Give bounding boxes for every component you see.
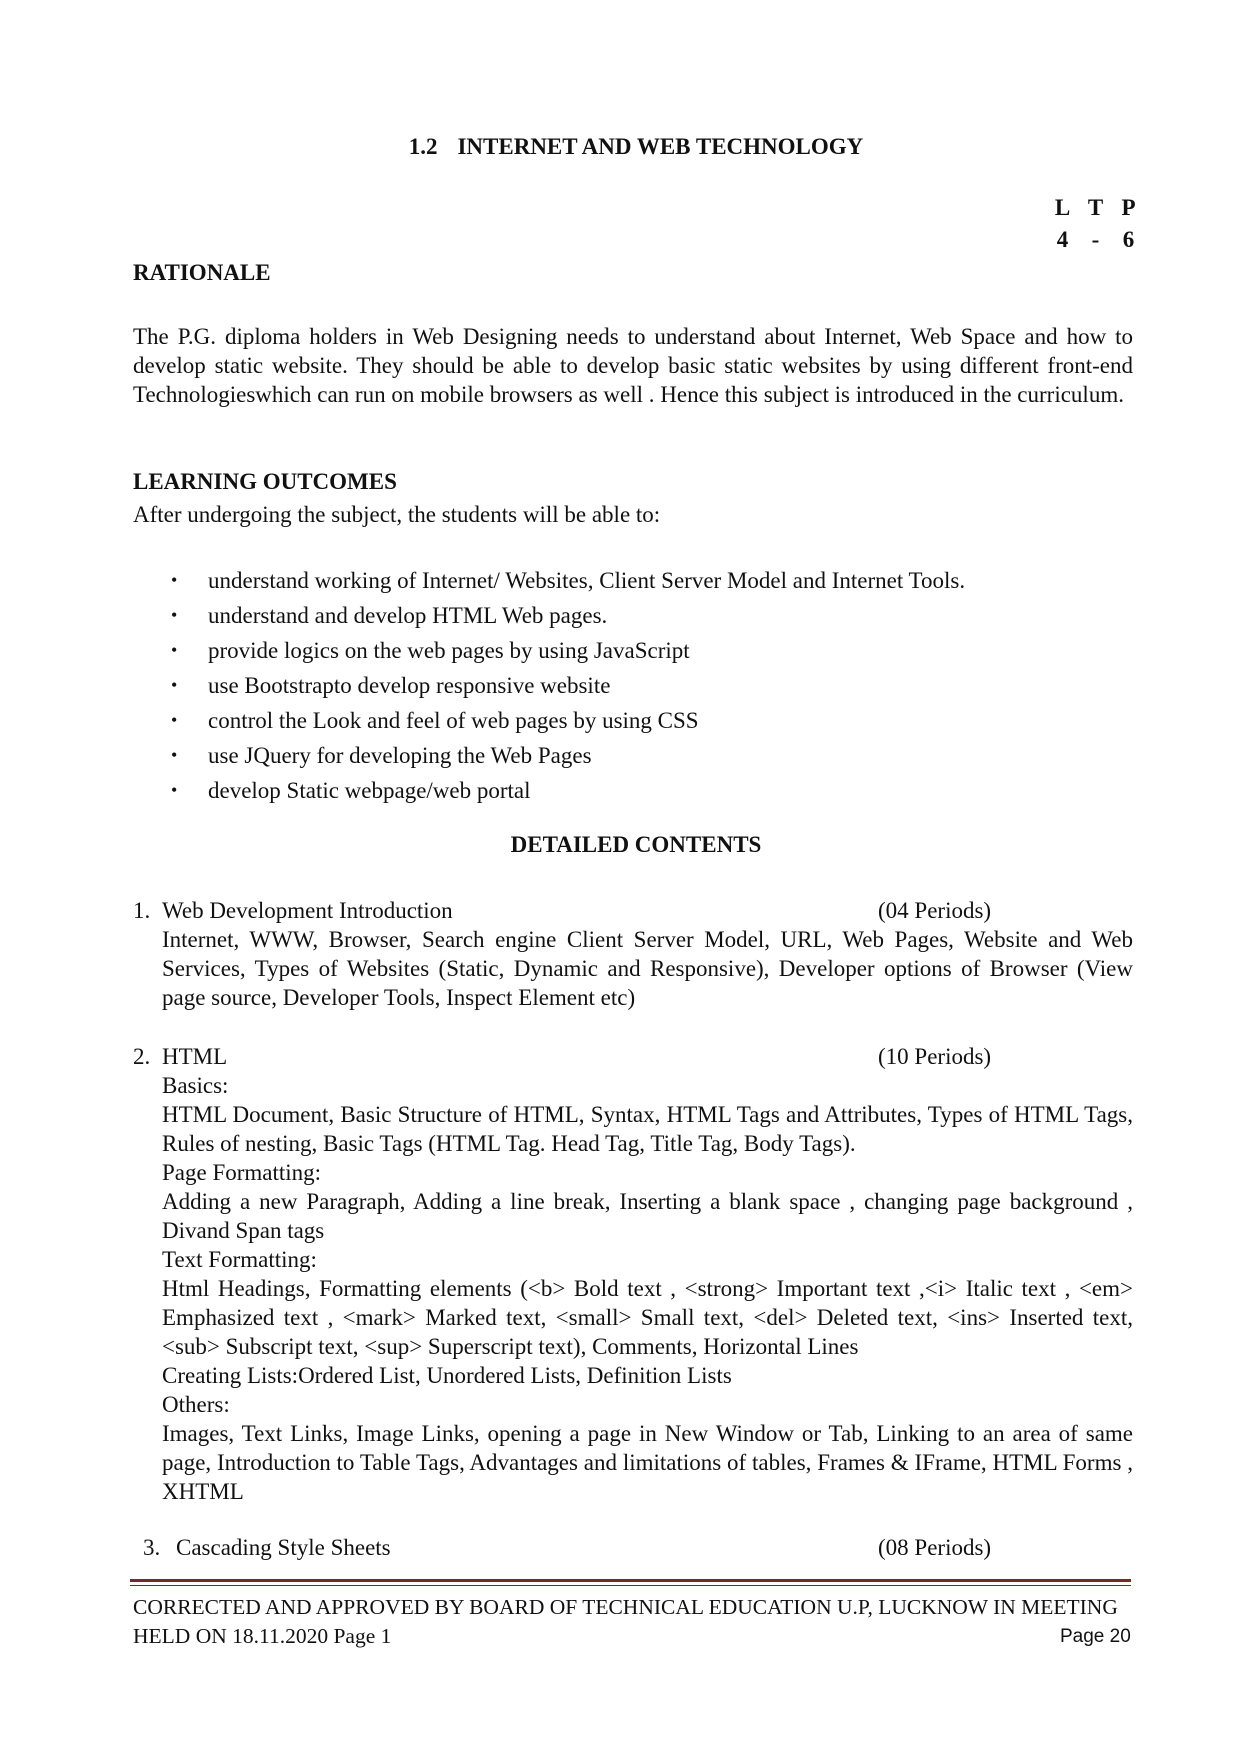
- ltp-l-value: 4: [1056, 227, 1069, 252]
- ltp-t-value: -: [1091, 227, 1100, 252]
- list-item-text: understand working of Internet/ Websites, Client Server Model and Internet Tools.: [208, 568, 966, 593]
- topic-number: 1.: [133, 898, 151, 923]
- learning-outcomes-heading: LEARNING OUTCOMES: [133, 469, 397, 494]
- bullet-icon: •: [171, 605, 178, 625]
- bullet-icon: •: [171, 640, 178, 660]
- list-item-text: use Bootstrapto develop responsive website: [208, 673, 611, 698]
- title-text: INTERNET AND WEB TECHNOLOGY: [457, 134, 864, 159]
- list-item: [133, 633, 1133, 668]
- list-item-text: understand and develop HTML Web pages.: [208, 603, 608, 628]
- topic-title: Cascading Style Sheets: [176, 1535, 391, 1560]
- learning-outcomes-list: [133, 563, 1133, 808]
- list-item-text: provide logics on the web pages by using JavaScript: [208, 638, 690, 663]
- text-formatting-text: Html Headings, Formatting elements (<b> Bold text , <strong> Important text ,<i> Italic text , <em> Emphasized text , <mark> Marked text, <small> Small text, <del> Deleted text, <ins> Inserted text, <sub> Subscript text, <sup> Superscript text), Comments, Horizontal Lines: [162, 1276, 1133, 1359]
- basics-text: HTML Document, Basic Structure of HTML, Syntax, HTML Tags and Attributes, Types of HTML Tags, Rules of nesting, Basic Tags (HTML Tag. Head Tag, Title Tag, Body Tags).: [162, 1102, 1133, 1156]
- ltp-p: P: [1121, 195, 1136, 220]
- topic-2-header: [133, 1042, 1133, 1071]
- topic-number: 3.: [143, 1535, 161, 1560]
- topic-periods: (08 Periods): [878, 1535, 992, 1560]
- topic-title: HTML: [162, 1044, 228, 1069]
- topic-1-header: [133, 896, 1133, 925]
- bullet-icon: •: [171, 745, 178, 765]
- bullet-icon: •: [171, 675, 178, 695]
- ltp-l: L: [1054, 195, 1071, 220]
- others-text: Images, Text Links, Image Links, opening a page in New Window or Tab, Linking to an area of same page, Introduction to Table Tags, Advantages and limitations of tables, Frames & IFrame, HTML Forms , XHTML: [162, 1421, 1133, 1504]
- footer-rule-thick: [130, 1579, 1131, 1582]
- list-item-text: use JQuery for developing the Web Pages: [208, 743, 592, 768]
- list-item: [133, 563, 1133, 598]
- topic-2-body: [162, 1071, 1133, 1506]
- topic-periods: (10 Periods): [878, 1044, 992, 1069]
- bullet-icon: •: [171, 570, 178, 590]
- topic-title: Web Development Introduction: [162, 898, 453, 923]
- list-item: [133, 703, 1133, 738]
- title-number: 1.2: [408, 134, 438, 159]
- ltp-header-row: [1046, 192, 1145, 224]
- detailed-contents-heading: DETAILED CONTENTS: [510, 832, 762, 857]
- ltp-t: T: [1087, 195, 1104, 220]
- topic-periods: (04 Periods): [878, 898, 992, 923]
- footer-rule-thin: [130, 1585, 1131, 1586]
- list-item-text: develop Static webpage/web portal: [208, 778, 531, 803]
- bullet-icon: •: [171, 780, 178, 800]
- text-formatting-label: Text Formatting:: [162, 1247, 317, 1272]
- topic-number: 2.: [133, 1044, 151, 1069]
- list-item: [133, 598, 1133, 633]
- rationale-heading: RATIONALE: [133, 260, 271, 285]
- rationale-text: The P.G. diploma holders in Web Designing needs to understand about Internet, Web Space and how to develop static website. They should be able to develop basic static websites by using different front-end Technologieswhich can run on mobile browsers as well . Hence this subject is introduced in the curriculum.: [133, 324, 1133, 407]
- page-formatting-text: Adding a new Paragraph, Adding a line break, Inserting a blank space , changing page background , Divand Span tags: [162, 1189, 1133, 1243]
- topic-1-body: Internet, WWW, Browser, Search engine Client Server Model, URL, Web Pages, Website and Web Services, Types of Websites (Static, Dynamic and Responsive), Developer options of Browser (View page source, Developer Tools, Inspect Element etc): [162, 927, 1133, 1010]
- document-title: [0, 132, 1241, 161]
- list-item: [133, 668, 1133, 703]
- topic-3-header: [143, 1533, 1133, 1562]
- basics-label: Basics:: [162, 1073, 229, 1098]
- learning-outcomes-intro: After undergoing the subject, the students will be able to:: [133, 502, 661, 527]
- footer-text: CORRECTED AND APPROVED BY BOARD OF TECHNICAL EDUCATION U.P, LUCKNOW IN MEETING HELD ON 18.11.2020 Page 1: [133, 1595, 1118, 1648]
- ltp-p-value: 6: [1122, 227, 1135, 252]
- creating-lists-line: Creating Lists:Ordered List, Unordered Lists, Definition Lists: [162, 1363, 732, 1388]
- list-item: [133, 738, 1133, 773]
- bullet-icon: •: [171, 710, 178, 730]
- ltp-table: [1046, 192, 1145, 256]
- list-item-text: control the Look and feel of web pages by using CSS: [208, 708, 699, 733]
- page-number: Page 20: [1060, 1626, 1131, 1647]
- page-formatting-label: Page Formatting:: [162, 1160, 322, 1185]
- ltp-values-row: [1046, 224, 1145, 256]
- others-label: Others:: [162, 1392, 230, 1417]
- list-item: [133, 773, 1133, 808]
